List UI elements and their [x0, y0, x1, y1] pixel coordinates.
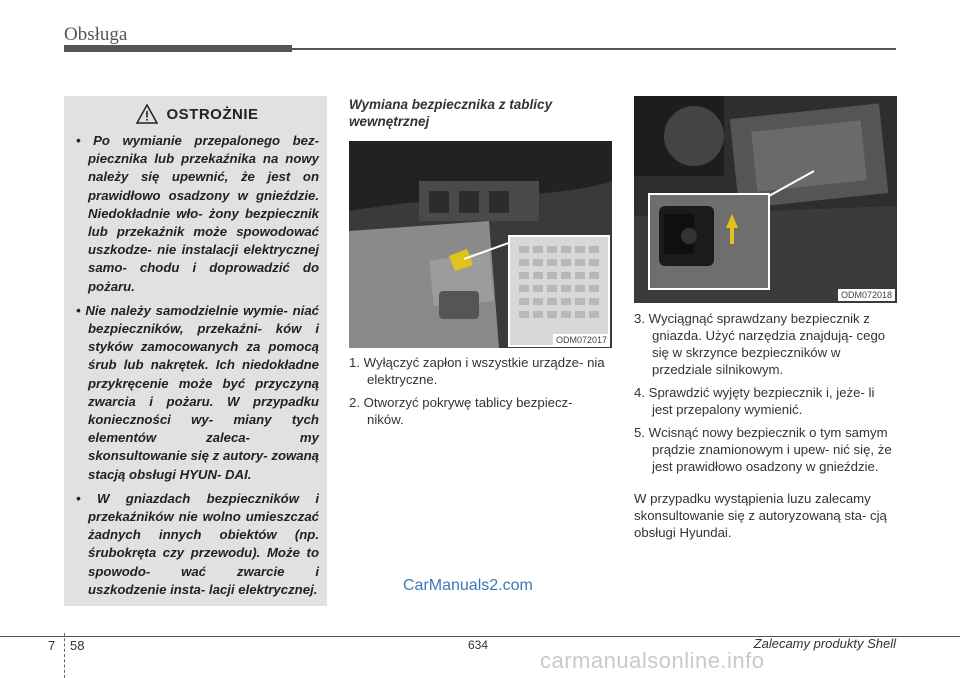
footer-brand: carmanualsonline.info — [540, 648, 765, 673]
footer-divider — [64, 633, 66, 678]
caution-item: • Po wymianie przepalonego bez- piecznika lub przekaźnika na nowy należy się upewnić, że jest on prawidłowo osadzony w gnieździe. Niedokładnie wło- żony bezpiecznik lub przekaźnik może spowodować uszkodze- nie instalacji elektrycznej samo- chodu i doprowadzić do pożaru. — [76, 133, 319, 294]
engine-fuse-box-photo — [634, 96, 897, 303]
dashboard-illustration — [349, 141, 612, 348]
watermark-link[interactable]: CarManuals2.com — [403, 577, 533, 594]
caution-title: OSTROŻNIE — [166, 105, 259, 123]
step-item: 2. Otworzyć pokrywę tablicy bezpiecz- ników. — [349, 395, 573, 427]
note-paragraph: W przypadku wystąpienia luzu zalecamy skonsultowanie się z autoryzowaną sta- cją obsługi Hyundai. — [634, 491, 887, 540]
subheading: Wymiana bezpiecznika z tablicy wewnętrznej — [349, 97, 553, 129]
steps-list — [349, 354, 612, 434]
dashboard-fuse-panel-photo — [349, 141, 612, 348]
photo-code: ODM072018 — [838, 289, 895, 301]
sheet-number: 634 — [468, 638, 489, 652]
caution-header — [76, 104, 319, 124]
step-item: 1. Wyłączyć zapłon i wszystkie urządze- nia elektryczne. — [349, 355, 605, 387]
footer-slogan: Zalecamy produkty Shell — [753, 636, 896, 651]
section-title: Obsługa — [64, 24, 128, 45]
step-item: 4. Sprawdzić wyjęty bezpiecznik i, jeże- li jest przepalony wymienić. — [634, 385, 875, 417]
step-item: 5. Wcisnąć nowy bezpiecznik o tym samym prądzie znamionowym i upew- nić się, że jest prawidłowo osadzony w gnieździe. — [634, 425, 892, 474]
header-rule-accent — [64, 45, 292, 52]
chapter-number: 7 — [48, 638, 56, 653]
engine-bay-illustration — [634, 96, 897, 303]
caution-item: • W gniazdach bezpieczników i przekaźników nie wolno umieszczać żadnych innych obiektów (np. śrubokręta czy przewodu). Może to spowodo- wać zwarcie i uszkodzenie insta- lacji elektrycznej. — [76, 490, 319, 597]
warning-triangle-icon — [136, 104, 158, 124]
step-item: 3. Wyciągnąć sprawdzany bezpiecznik z gniazda. Użyć narzędzia znajdują- cego się w skrzynce bezpieczników w przedziale silnikowym. — [634, 311, 886, 377]
steps-list — [634, 310, 897, 481]
page-number: 58 — [70, 638, 85, 653]
caution-item: • Nie należy samodzielnie wymie- niać bezpieczników, przekaźni- ków i styków zamocowanych za pomocą śrub lub nakrętek. Ich niedokładne przykręcenie może być przyczyną zwarcia i pożaru. W przypadku konieczności wy- miany tych elementów zaleca- my skonsultowanie się z autory- zowaną stacją obsługi HYUN- DAI. — [76, 302, 319, 482]
photo-code: ODM072017 — [553, 334, 610, 346]
caution-box — [64, 96, 327, 606]
